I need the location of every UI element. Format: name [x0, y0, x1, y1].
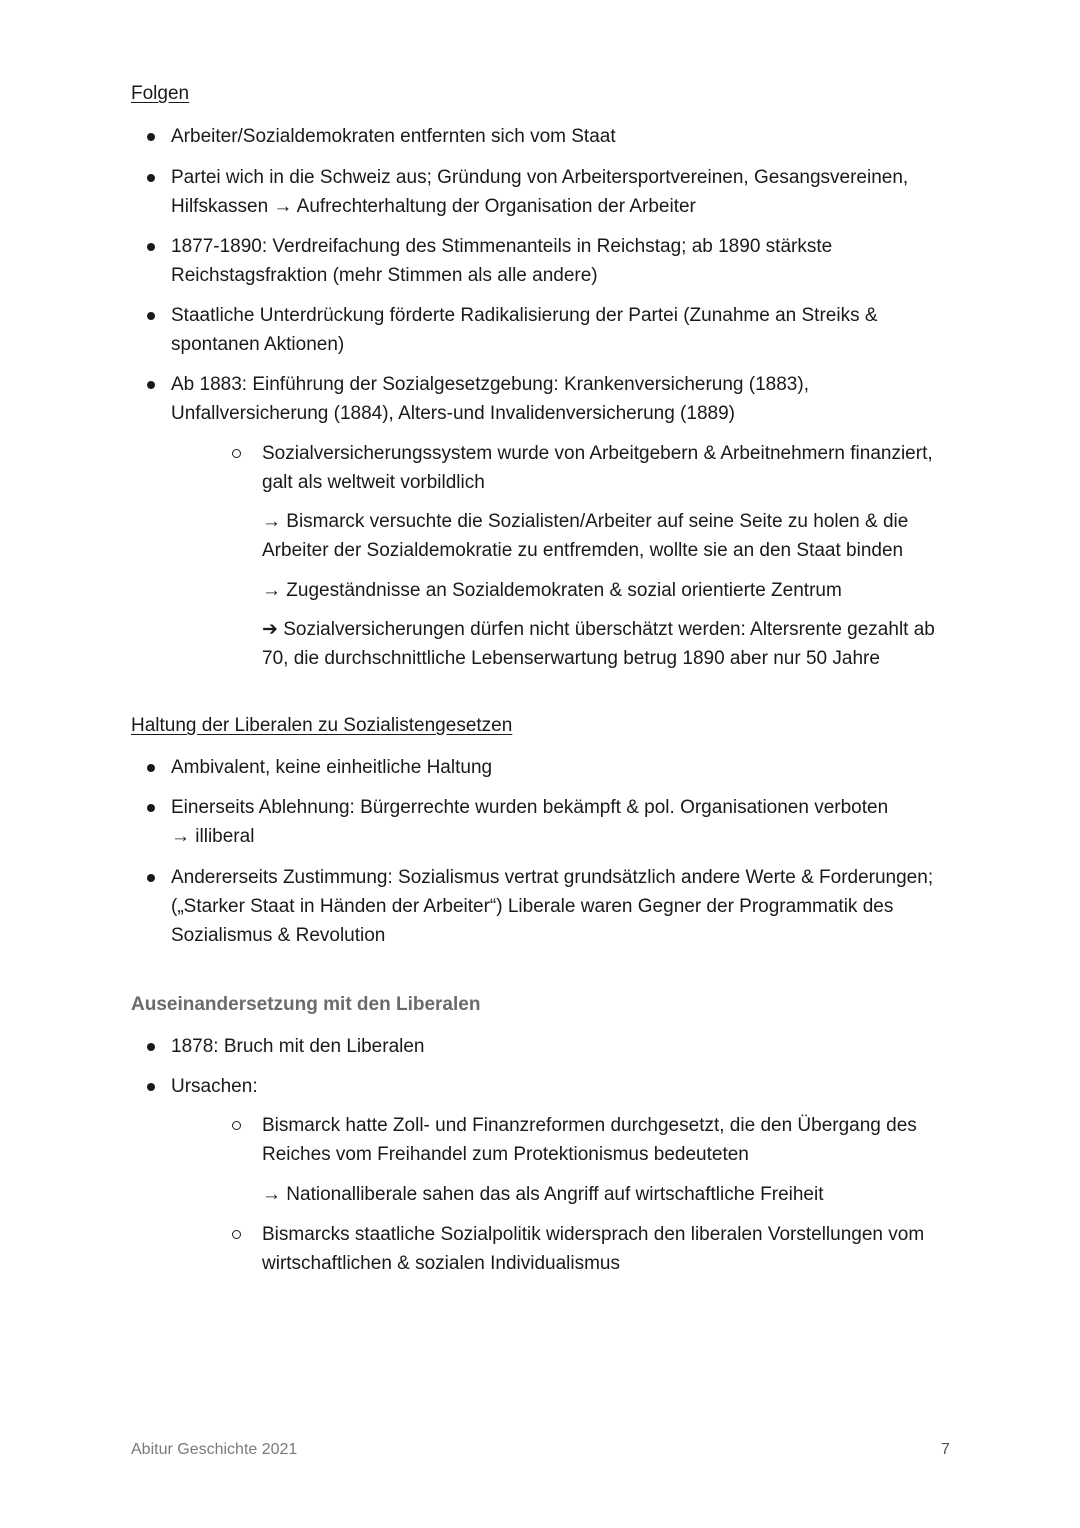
sub-bullet-item: Sozialversicherungssystem wurde von Arbeitgebern & Arbeitnehmern finanziert, galt als weltweit vorbildlich	[262, 439, 962, 497]
arrow-paragraph: → Zugeständnisse an Sozialdemokraten & sozial orientierte Zentrum	[262, 580, 842, 601]
page-number: 7	[941, 1441, 950, 1458]
sub-bullet-item: Bismarck hatte Zoll- und Finanzreformen durchgesetzt, die den Übergang des Reiches vom Freihandel zum Protektionismus bedeuteten	[262, 1111, 962, 1169]
bullet-item: Ursachen:	[171, 1072, 961, 1101]
bullet-item: Ambivalent, keine einheitliche Haltung	[171, 753, 961, 782]
footer-title: Abitur Geschichte 2021	[131, 1441, 298, 1458]
bullet-continuation: → illiberal	[171, 826, 255, 847]
bullet-item: Ab 1883: Einführung der Sozialgesetzgebung: Krankenversicherung (1883), Unfallversicherung (1884), Alters-und Invalidenversicherung (1889)	[171, 370, 961, 428]
bullet-item	[171, 793, 961, 851]
bullet-item: 1878: Bruch mit den Liberalen	[171, 1032, 961, 1061]
arrow-paragraph: → Nationalliberale sahen das als Angriff auf wirtschaftliche Freiheit	[262, 1184, 824, 1205]
heading-auseinandersetzung: Auseinandersetzung mit den Liberalen	[131, 994, 481, 1015]
bullet-item: Arbeiter/Sozialdemokraten entfernten sich vom Staat	[171, 122, 961, 151]
sub-bullet-item: Bismarcks staatliche Sozialpolitik widersprach den liberalen Vorstellungen vom wirtschaftlichen & sozialen Individualismus	[262, 1220, 962, 1278]
bullet-item: 1877-1890: Verdreifachung des Stimmenanteils in Reichstag; ab 1890 stärkste Reichstagsfraktion (mehr Stimmen als alle andere)	[171, 232, 961, 290]
bullet-text: Einerseits Ablehnung: Bürgerrechte wurden bekämpft & pol. Organisationen verboten	[171, 797, 889, 818]
arrow-paragraph: ➔ Sozialversicherungen dürfen nicht überschätzt werden: Altersrente gezahlt ab 70, die durchschnittliche Lebenserwartung betrug 1890 aber nur 50 Jahre	[262, 619, 935, 669]
heading-folgen: Folgen	[131, 83, 190, 104]
heading-haltung-liberalen: Haltung der Liberalen zu Sozialistengesetzen	[131, 715, 513, 736]
bullet-item: Partei wich in die Schweiz aus; Gründung von Arbeitersportvereinen, Gesangsvereinen, Hilfskassen → Aufrechterhaltung der Organisation der Arbeiter	[171, 163, 961, 221]
bullet-item: Andererseits Zustimmung: Sozialismus vertrat grundsätzlich andere Werte & Forderungen; („Starker Staat in Händen der Arbeiter“) Liberale waren Gegner der Programmatik des Sozialismus & Revolution	[171, 863, 961, 950]
arrow-paragraph: → Bismarck versuchte die Sozialisten/Arbeiter auf seine Seite zu holen & die Arbeiter der Sozialdemokratie zu entfremden, wollte sie an den Staat binden	[262, 511, 909, 561]
bullet-item: Staatliche Unterdrückung förderte Radikalisierung der Partei (Zunahme an Streiks & spontanen Aktionen)	[171, 301, 961, 359]
